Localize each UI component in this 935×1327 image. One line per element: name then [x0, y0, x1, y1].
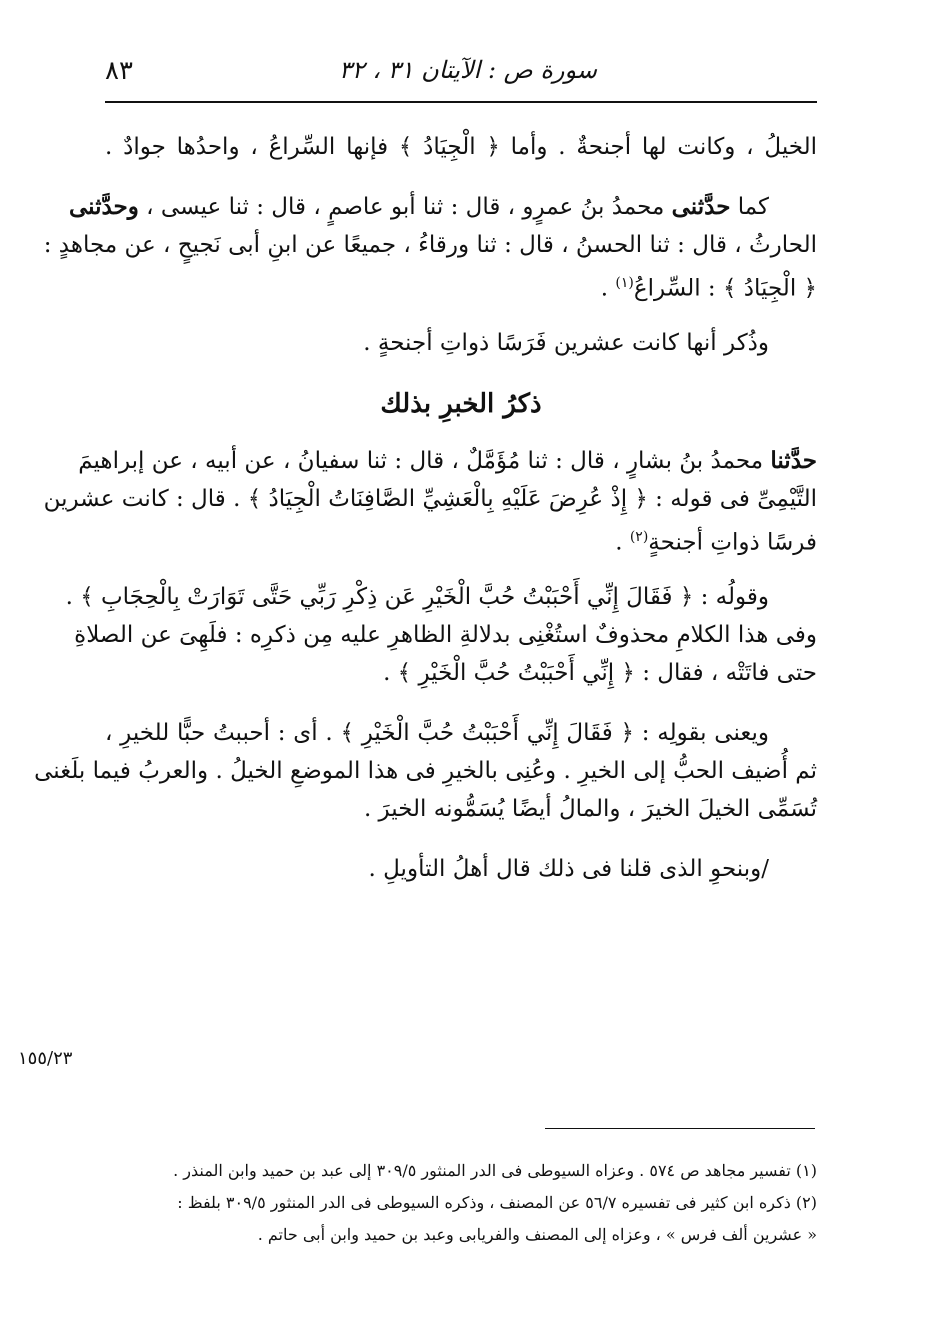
text-line: ﴿ الْجِيَادُ ﴾ : السِّراعُ$^{(١)}$ . [600, 275, 817, 302]
text-line: ويعنى بقولِه : ﴿ فَقَالَ إِنِّي أَحْبَبْتُ حُبَّ الْخَيْرِ ﴾ . أى : أحببتُ حبًّا للخيرِ ، [105, 720, 769, 746]
text-line: ثم أُضيف الحبُّ إلى الخيرِ . وعُنِى بالخيرِ فى هذا الموضعِ الخيلُ . والعربُ فيما بلَغنى [34, 758, 817, 784]
margin-reference: ١٥٥/٢٣ [18, 1048, 73, 1069]
footnote-divider [545, 1128, 815, 1129]
footnote: « عشرين ألف فرس » ، وعزاه إلى المصنف والفريابى وعبد بن حميد وابن أبى حاتم . [257, 1225, 817, 1244]
text-line: وذُكر أنها كانت عشرين فَرَسًا ذواتِ أجنحةٍ . [363, 330, 769, 356]
narration-term: وحدَّثنى [68, 193, 139, 220]
main-text [34, 128, 817, 888]
footnote-ref: (١) [615, 275, 634, 291]
footnote: (١) تفسير مجاهد ص ٥٧٤ . وعزاه السيوطى فى الدر المنثور ٣٠٩/٥ إلى عبد بن حميد وابن المنذر . [173, 1161, 817, 1180]
footnote: (٢) ذكره ابن كثير فى تفسيره ٥٦/٧ عن المصنف ، وذكره السيوطى فى الدر المنثور ٣٠٩/٥ بلفظ : [177, 1193, 817, 1212]
text-line: وقولُه : ﴿ فَقَالَ إِنِّي أَحْبَبْتُ حُبَّ الْخَيْرِ عَن ذِكْرِ رَبِّي حَتَّى تَوَارَتْ بِالْحِجَابِ ﴾ . [65, 584, 769, 610]
text-line: فرسًا ذواتِ أجنحةٍ$^{(٢)}$ . [615, 529, 817, 556]
text-line: الخيلُ ، وكانت لها أجنحةٌ . وأما ﴿ الْجِيَادُ ﴾ فإنها السِّراعُ ، واحدُها جوادٌ . [105, 134, 817, 160]
narration-term: حدَّثنى [671, 193, 731, 220]
page-number: ٨٣ [105, 56, 133, 86]
text-line: حتى فاتَتْه ، فقال : ﴿ إِنِّي أَحْبَبْتُ حُبَّ الْخَيْرِ ﴾ . [383, 660, 817, 686]
narration-term: حدَّثنا [770, 447, 817, 474]
footnote-ref: (٢) [629, 529, 649, 545]
running-title: سورة ص : الآيتان ٣١ ، ٣٢ [338, 56, 597, 84]
header-divider [105, 101, 817, 103]
text-line: الحارثُ ، قال : ثنا الحسنُ ، قال : ثنا ورقاءُ ، جميعًا عن ابنِ أبى نَجيحٍ ، عن مجاهدٍ : [43, 232, 817, 258]
text-line: التَّيْمِىِّ فى قوله : ﴿ إِذْ عُرِضَ عَلَيْهِ بِالْعَشِيِّ الصَّافِنَاتُ الْجِيَادُ ﴾ . قال : كانت عشرين [43, 486, 817, 512]
footnotes [105, 1155, 817, 1251]
text-line: كما حدَّثنى محمدُ بنُ عمرٍو ، قال : ثنا أبو عاصمٍ ، قال : ثنا عيسى ، وحدَّثنى [68, 193, 769, 220]
text-line: حدَّثنا محمدُ بنُ بشارٍ ، قال : ثنا مُؤَمَّلٌ ، قال : ثنا سفيانُ ، عن أبيه ، عن إبراهيمَ [78, 447, 817, 474]
section-heading: ذكرُ الخبرِ بذلك [380, 389, 542, 419]
text-line: /وبنحوِ الذى قلنا فى ذلك قال أهلُ التأويلِ . [368, 856, 769, 882]
text-line: وفى هذا الكلامِ محذوفٌ استُغْنِى بدلالةِ الظاهرِ عليه مِن ذكرِه : فلَهِىَ عن الصلاةِ [74, 622, 817, 648]
page-header [105, 52, 817, 96]
text-line: تُسَمِّى الخيلَ الخيرَ ، والمالُ أيضًا يُسَمُّونه الخيرَ . [363, 796, 817, 822]
